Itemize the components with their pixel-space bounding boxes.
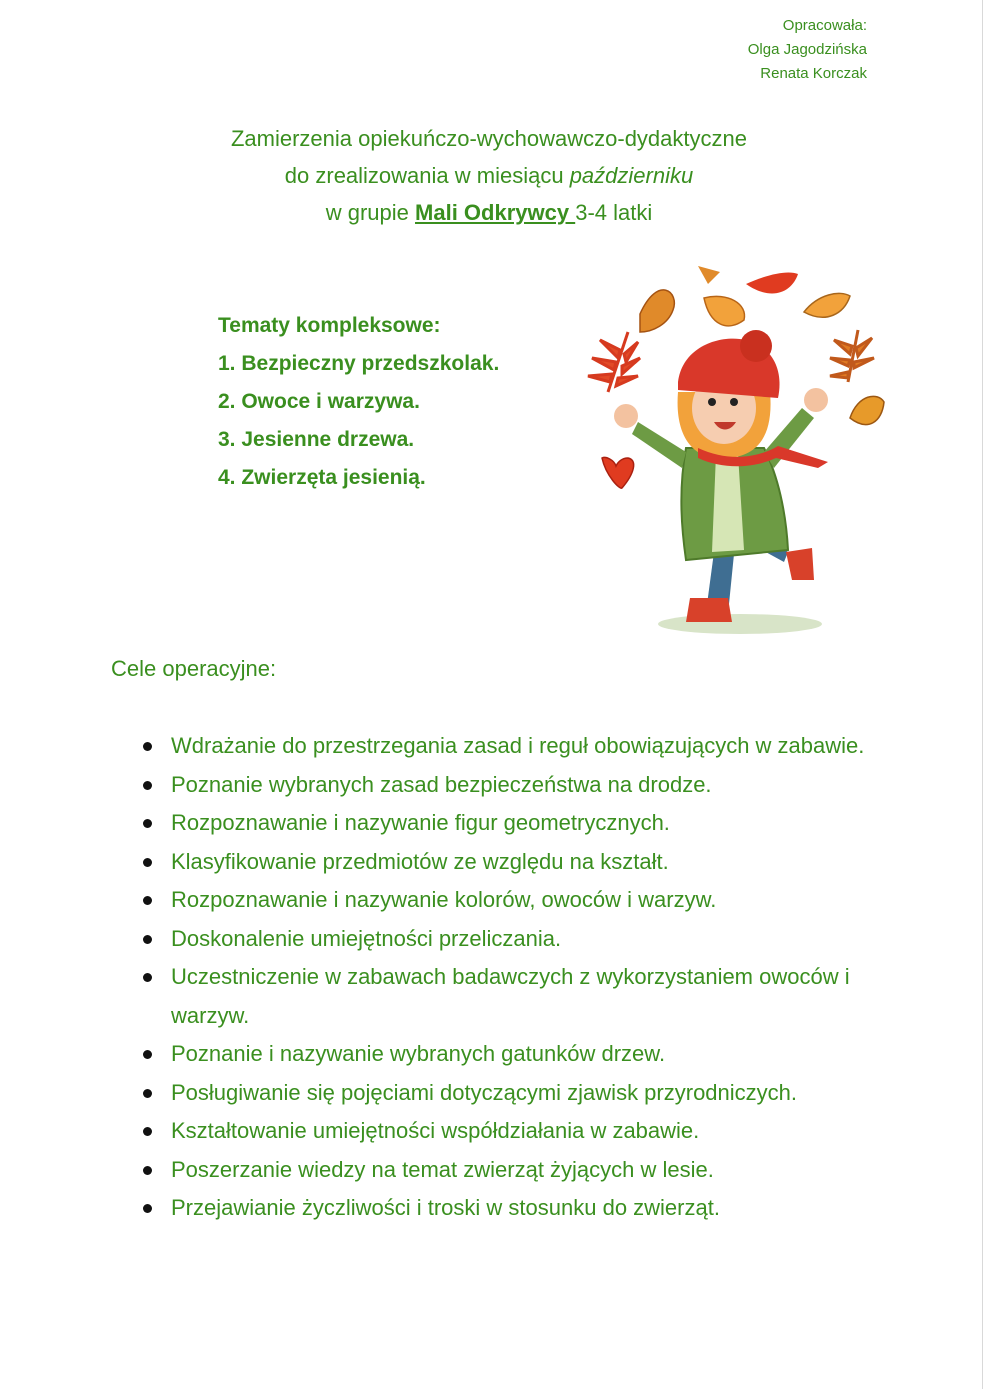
- title-line-2-text: do zrealizowania w miesiącu: [284, 163, 570, 188]
- bullet-icon: [143, 1050, 152, 1059]
- goals-list: [141, 727, 881, 1228]
- goal-text: Poznanie wybranych zasad bezpieczeństwa na drodze.: [171, 771, 712, 797]
- bullet-icon: [143, 1166, 152, 1175]
- bullet-icon: [143, 781, 152, 790]
- goal-text: Rozpoznawanie i nazywanie kolorów, owoców i warzyw.: [171, 887, 717, 912]
- authors-block: [748, 14, 867, 86]
- bullet-icon: [143, 742, 152, 751]
- title-month: październiku: [569, 163, 694, 188]
- author-name: Olga Jagodzińska: [747, 41, 867, 58]
- topics-heading: Tematy kompleksowe:: [218, 314, 441, 337]
- autumn-girl-illustration: [578, 262, 898, 642]
- goal-text: Uczestniczenie w zabawach badawczych z wykorzystaniem owoców i warzyw.: [171, 964, 850, 1028]
- title-line-2: [0, 157, 978, 194]
- topic-item: 2. Owoce i warzywa.: [218, 390, 420, 413]
- goals-heading: Cele operacyjne:: [111, 656, 277, 681]
- goal-text: Przejawianie życzliwości i troski w stosunku do zwierząt.: [171, 1195, 720, 1220]
- goal-item: [141, 1112, 881, 1151]
- bullet-icon: [143, 935, 152, 944]
- topic-item: 4. Zwierzęta jesienią.: [218, 466, 426, 489]
- goal-text: Klasyfikowanie przedmiotów ze względu na kształt.: [171, 848, 669, 874]
- goal-item: [141, 843, 881, 882]
- topic-item: 1. Bezpieczny przedszkolak.: [218, 352, 500, 375]
- group-age: 3-4 latki: [575, 200, 653, 225]
- goal-text: Doskonalenie umiejętności przeliczania.: [171, 925, 562, 951]
- goal-item: [141, 1151, 881, 1190]
- title-line-3: [0, 194, 978, 231]
- goal-text: Kształtowanie umiejętności współdziałania w zabawie.: [171, 1118, 700, 1143]
- bullet-icon: [143, 896, 152, 905]
- title-line-3-text: w grupie: [325, 200, 416, 225]
- topics-section: [218, 307, 499, 497]
- authors-label: Opracowała:: [782, 17, 867, 34]
- goal-text: Poznanie i nazywanie wybranych gatunków drzew.: [171, 1041, 666, 1066]
- goal-text: Poszerzanie wiedzy na temat zwierząt żyjących w lesie.: [171, 1156, 714, 1182]
- title-line-1: Zamierzenia opiekuńczo-wychowawczo-dydaktyczne: [230, 126, 747, 151]
- author-name: Renata Korczak: [760, 65, 867, 82]
- goal-item: [141, 804, 881, 843]
- goal-item: [141, 766, 881, 805]
- autumn-girl-with-leaves-icon: [578, 262, 898, 642]
- goal-item: [141, 920, 881, 959]
- goal-item: [141, 881, 881, 920]
- page-edge-line: [982, 0, 983, 1389]
- goal-text: Rozpoznawanie i nazywanie figur geometrycznych.: [171, 810, 670, 835]
- goal-item: [141, 1074, 881, 1113]
- goal-item: [141, 958, 881, 1035]
- bullet-icon: [143, 1127, 152, 1136]
- bullet-icon: [143, 973, 152, 982]
- goal-item: [141, 1189, 881, 1228]
- topics-list: [218, 345, 499, 497]
- goal-item: [141, 727, 881, 766]
- topic-item: 3. Jesienne drzewa.: [218, 428, 415, 451]
- bullet-icon: [143, 858, 152, 867]
- group-name: Mali Odkrywcy: [415, 200, 576, 225]
- document-title: [0, 120, 978, 231]
- goal-text: Posługiwanie się pojęciami dotyczącymi zjawisk przyrodniczych.: [171, 1079, 798, 1105]
- goal-item: [141, 1035, 881, 1074]
- bullet-icon: [143, 1204, 152, 1213]
- bullet-icon: [143, 1089, 152, 1098]
- bullet-icon: [143, 819, 152, 828]
- goal-text: Wdrażanie do przestrzegania zasad i reguł obowiązujących w zabawie.: [171, 733, 865, 758]
